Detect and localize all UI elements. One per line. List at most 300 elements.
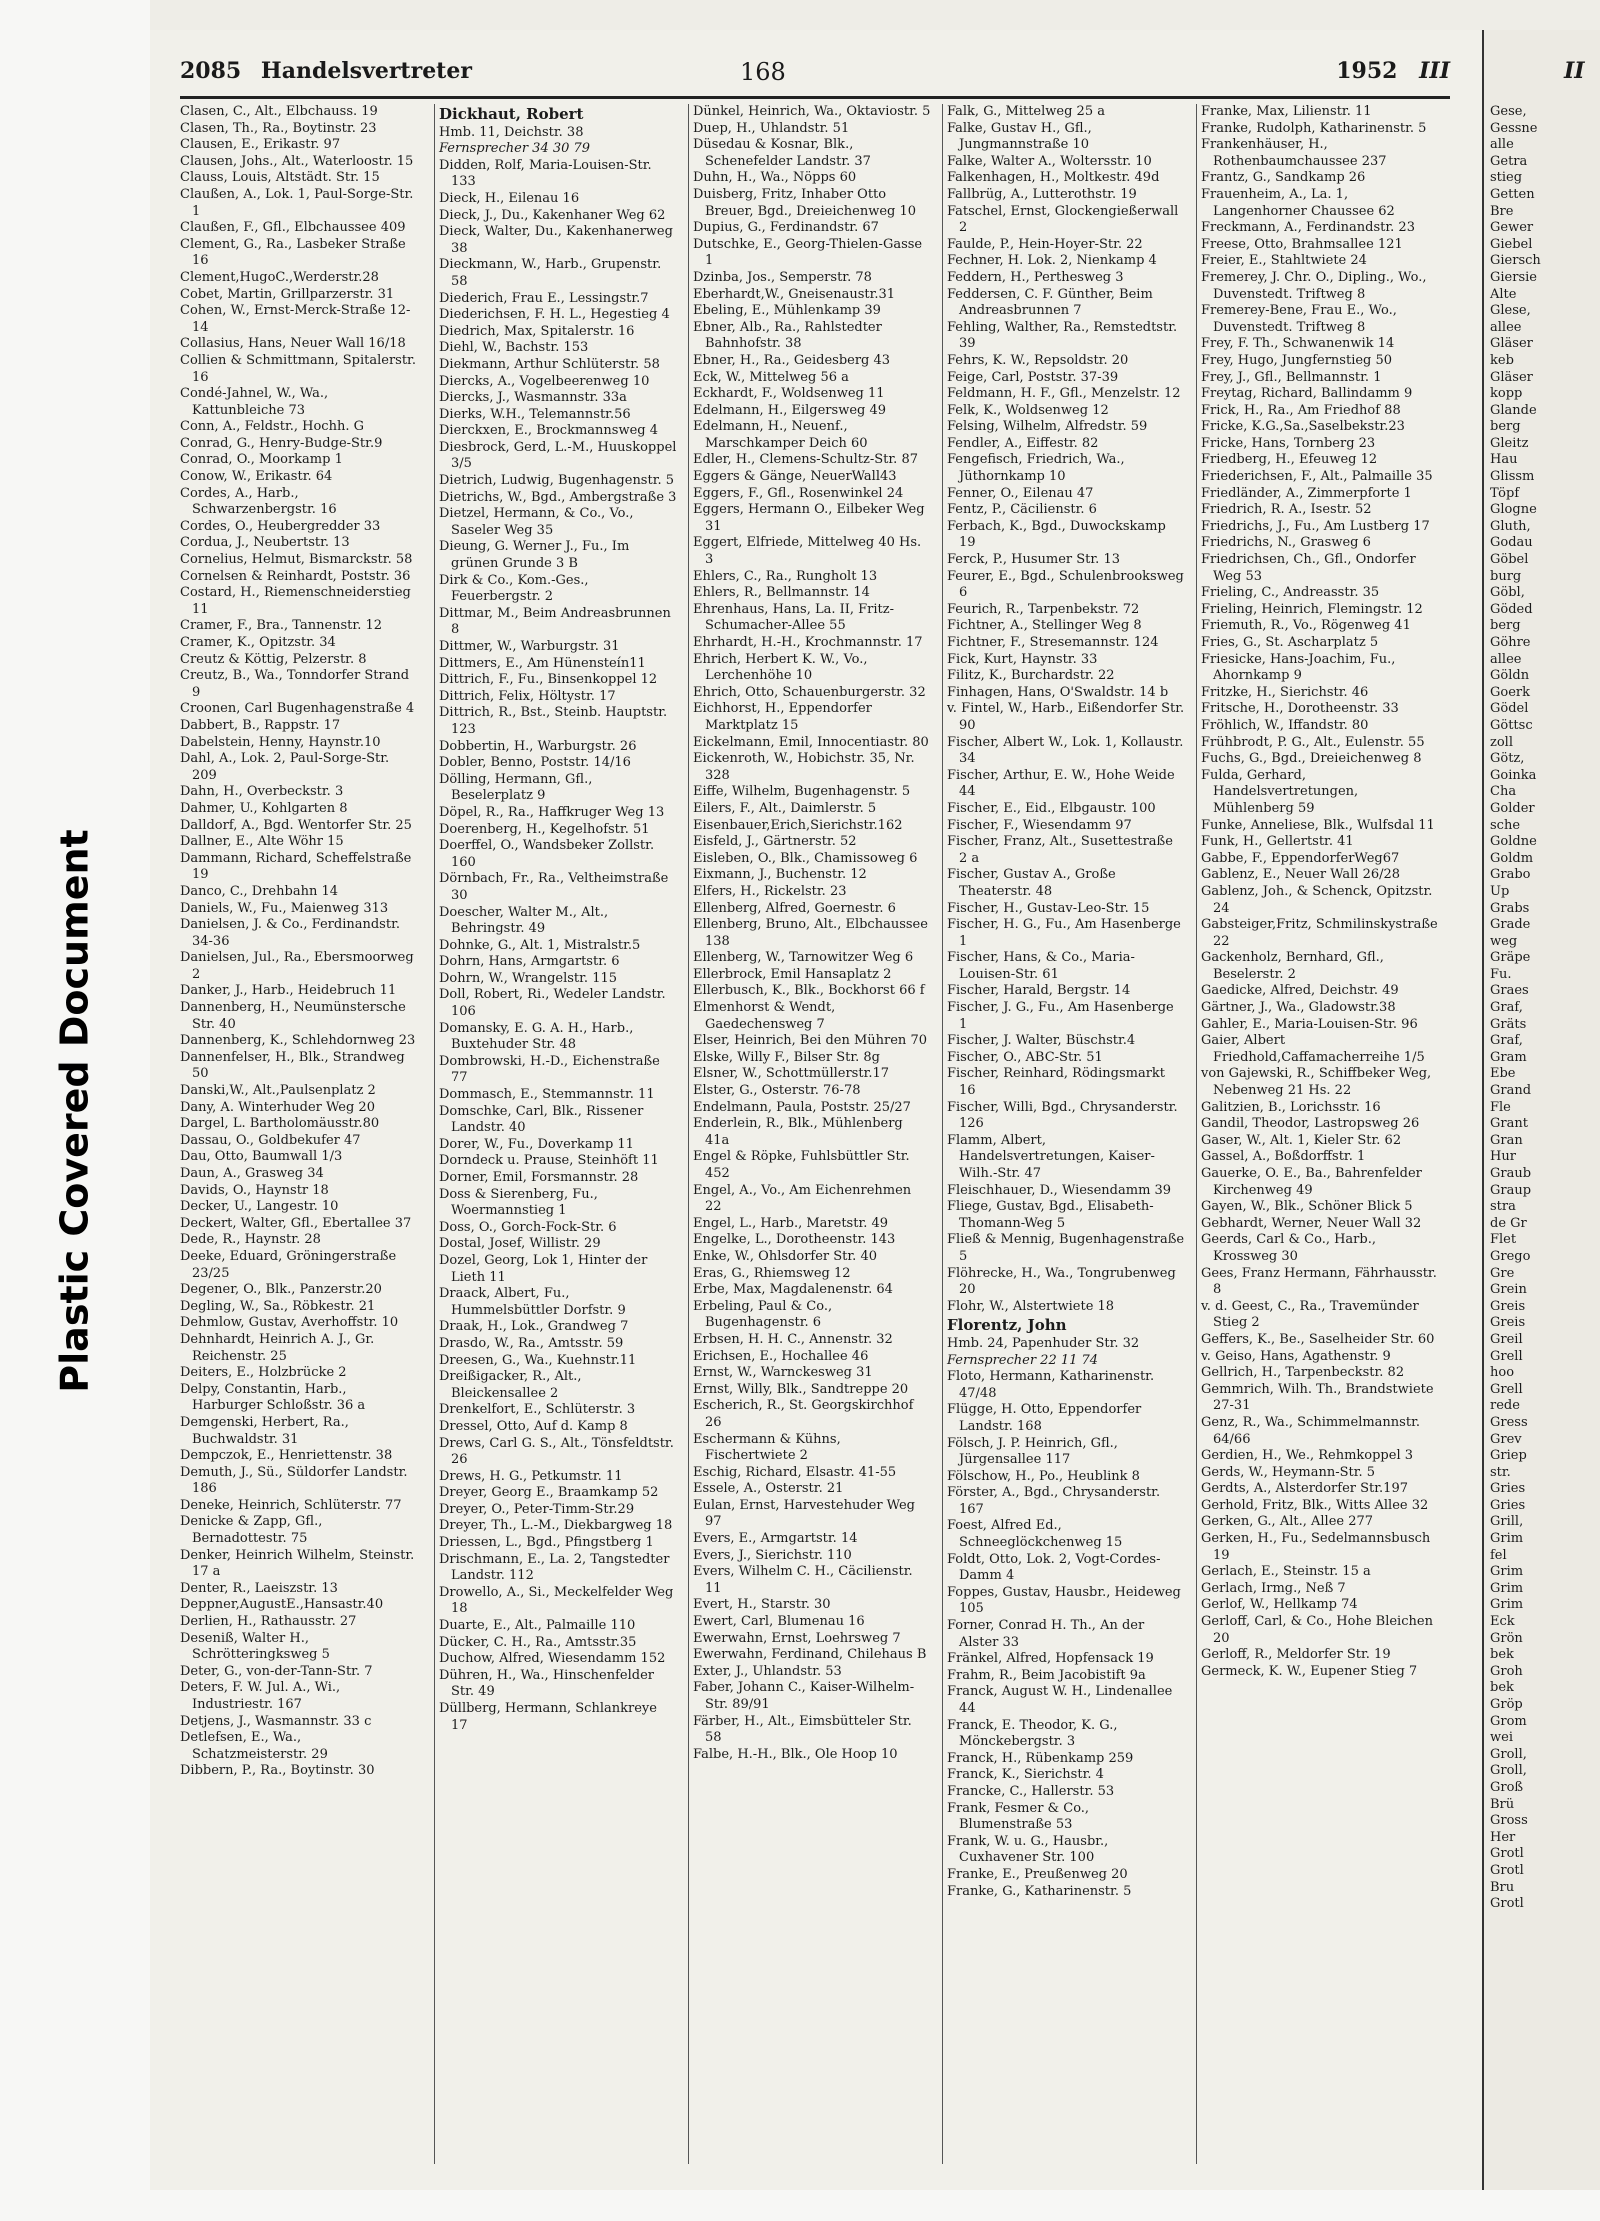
adjacent-fragment: Göbl, [1490,585,1525,601]
directory-entry: Diekmann, Arthur Schlüterstr. 58 [439,356,660,372]
directory-entry: Fick, Kurt, Haynstr. 33 [947,651,1098,667]
directory-entry: Deiters, E., Holzbrücke 2 [180,1365,347,1381]
page-header [180,48,1450,99]
header-right [1336,58,1450,84]
adjacent-fragment: Greis [1490,1298,1526,1314]
directory-entry: Danski,W., Alt.,Paulsenplatz 2 [180,1083,376,1099]
directory-entry: Clement, G., Ra., Lasbeker Straße 16 [180,236,406,269]
adjacent-fragment: berg [1490,618,1521,634]
directory-entry: Escherich, R., St. Georgskirchhof 26 [693,1398,914,1430]
directory-entry: Düllberg, Hermann, Schlankreye 17 [439,1701,657,1733]
directory-entry: Erbe, Max, Magdalenenstr. 64 [693,1282,893,1298]
directory-entry: Friedrich, R. A., Isestr. 52 [1201,502,1372,518]
directory-entry: Dietzel, Hermann, & Co., Vo., Saseler Weg 35 [439,506,634,538]
directory-entry: Deeke, Eduard, Gröningerstraße 23/25 [180,1248,397,1281]
directory-entry: Dittmer, W., Warburgstr. 31 [439,639,620,654]
directory-entry: Decker, U., Langestr. 10 [180,1199,339,1215]
adjacent-fragment: Hau [1490,452,1518,468]
directory-entry: Feldmann, H. F., Gfl., Menzelstr. 12 [947,386,1181,402]
directory-entry: Feurich, R., Tarpenbekstr. 72 [947,601,1140,617]
adjacent-fragment: Grim [1490,1564,1524,1580]
directory-entry: Gerhold, Fritz, Blk., Witts Allee 32 [1201,1497,1429,1513]
directory-entry: Fulda, Gerhard, Handelsvertretungen, Mühlenberg 59 [1201,767,1359,816]
directory-entry: Dittmers, E., Am Hünensteín11 [439,655,646,671]
adjacent-fragment: Groh [1490,1663,1523,1679]
directory-entry: Enke, W., Ohlsdorfer Str. 40 [693,1248,877,1264]
directory-entry: Daun, A., Grasweg 34 [180,1166,324,1181]
directory-entry: Dallner, E., Alte Wöhr 15 [180,834,344,850]
adjacent-fragment: Groß [1490,1779,1524,1795]
directory-entry: Cramer, K., Opitzstr. 34 [180,635,336,650]
directory-entry: Falke, Gustav H., Gfl., Jungmannstraße 10 [947,120,1092,153]
directory-entry: Cordua, J., Neubertstr. 13 [180,535,350,551]
directory-entry-phone: Fernsprecher 34 30 79 [439,141,591,157]
adjacent-fragment: hoo [1490,1365,1515,1381]
directory-entry: Fichtner, F., Stresemannstr. 124 [947,635,1159,650]
directory-entry: Dörnbach, Fr., Ra., Veltheimstraße 30 [439,871,669,903]
directory-entry: Floto, Hermann, Katharinenstr. 47/48 [947,1369,1155,1401]
directory-entry: Fendler, A., Eiffestr. 82 [947,435,1099,451]
directory-entry: Dieck, Walter, Du., Kakenhanerweg 38 [439,224,673,256]
directory-entry: v. d. Geest, C., Ra., Travemünder Stieg 2 [1201,1298,1419,1331]
directory-entry: Falke, Walter A., Woltersstr. 10 [947,153,1152,169]
directory-entry: Engel & Röpke, Fuhlsbüttler Str. 452 [693,1149,910,1181]
directory-entry: Erichsen, E., Hochallee 46 [693,1348,869,1364]
directory-entry: Faulde, P., Hein-Hoyer-Str. 22 [947,236,1143,252]
directory-entry: Dabelstein, Henny, Haynstr.10 [180,734,381,750]
adjacent-fragment: wei [1490,1730,1513,1746]
directory-entry: Duarte, E., Alt., Palmaille 110 [439,1618,636,1634]
adjacent-fragment: rede [1490,1398,1520,1414]
directory-entry: Faber, Johann C., Kaiser-Wilhelm-Str. 89/91 [693,1680,915,1712]
adjacent-fragment: Greil [1490,1331,1523,1347]
directory-entry: Dozel, Georg, Lok 1, Hinter der Lieth 11 [439,1252,648,1285]
directory-entry: Ernst, Willy, Blk., Sandtreppe 20 [693,1381,909,1397]
adjacent-fragment: Flet [1490,1232,1517,1248]
adjacent-fragment: Grim [1490,1597,1524,1613]
directory-entry: Dieck, H., Eilenau 16 [439,190,580,206]
directory-entry: Fries, G., St. Ascharplatz 5 [1201,635,1379,650]
directory-entry: Genz, R., Wa., Schimmelmannstr. 64/66 [1201,1414,1420,1447]
directory-entry: Davids, O., Haynstr 18 [180,1182,329,1198]
directory-page [150,30,1482,2190]
directory-entry: Denicke & Zapp, Gfl., Bernadottestr. 75 [180,1514,323,1547]
directory-entry: Delpy, Constantin, Harb., Harburger Schloßstr. 36 a [180,1381,366,1414]
header-year: 1952 [1336,58,1398,84]
directory-entry: Dannenberg, H., Neumünstersche Str. 40 [180,1000,406,1032]
adjacent-fragment: Grill, [1490,1514,1524,1530]
adjacent-fragment: Grön [1490,1630,1523,1646]
directory-entry: Dargel, L. Bartholomäusstr.80 [180,1116,380,1132]
directory-entry: Hmb. 24, Papenhuder Str. 32 [947,1335,1140,1351]
directory-entry: Daniels, W., Fu., Maienweg 313 [180,900,389,916]
directory-entry: Eixmann, J., Buchenstr. 12 [693,867,867,883]
adjacent-fragment: Göldn [1490,668,1530,684]
directory-entry: Geerds, Carl & Co., Harb., Krossweg 30 [1201,1232,1376,1264]
directory-entry: Deters, F. W. Jul. A., Wi., Industriestr. 167 [180,1680,341,1712]
directory-entry: Dühren, H., Wa., Hinschenfelder Str. 49 [439,1667,654,1700]
directory-entry: Dierks, W.H., Telemannstr.56 [439,406,631,422]
directory-entry: Edler, H., Clemens-Schultz-Str. 87 [693,452,918,468]
directory-entry: Elster, G., Osterstr. 76-78 [693,1083,861,1099]
directory-entry: Dabbert, B., Rappstr. 17 [180,717,341,733]
directory-entry: Eck, W., Mittelweg 56 a [693,369,849,385]
directory-entry: Franke, E., Preußenweg 20 [947,1866,1128,1882]
directory-entry: Danker, J., Harb., Heidebruch 11 [180,983,397,999]
directory-entry: Fuchs, G., Bgd., Dreieichenweg 8 [1201,751,1422,767]
directory-entry: Frühbrodt, P. G., Alt., Eulenstr. 55 [1201,734,1425,750]
adjacent-fragment: Giersch [1490,253,1541,269]
directory-entry: Felsing, Wilhelm, Alfredstr. 59 [947,419,1148,435]
directory-entry: Franck, August W. H., Lindenallee 44 [947,1684,1173,1716]
directory-entry: Filitz, K., Burchardstr. 22 [947,668,1115,684]
adjacent-fragment: Grant [1490,1116,1528,1132]
directory-entry: Claußen, F., Gfl., Elbchaussee 409 [180,220,406,236]
directory-entry: Diederichsen, F. H. L., Hegestieg 4 [439,307,670,323]
directory-entry: Fremerey-Bene, Frau E., Wo., Duvenstedt. Triftweg 8 [1201,303,1397,335]
directory-entry: Eberhardt,W., Gneisenaustr.31 [693,286,896,302]
directory-entry: Funk, H., Gellertstr. 41 [1201,834,1354,850]
directory-entry-heading: Dickhaut, Robert [439,105,584,123]
directory-entry: Evers, E., Armgartstr. 14 [693,1531,858,1547]
directory-entry: Drenkelfort, E., Schlüterstr. 3 [439,1402,636,1418]
directory-entry: Eulan, Ernst, Harvestehuder Weg 97 [693,1497,915,1530]
directory-entry: Dibbern, P., Ra., Boytinstr. 30 [180,1763,375,1779]
adjacent-fragment: Getra [1490,153,1528,169]
adjacent-fragment: bek [1490,1647,1514,1663]
directory-entry: Fatschel, Ernst, Glockengießerwall 2 [947,203,1179,236]
directory-entry: Fischer, Arthur, E. W., Hohe Weide 44 [947,767,1175,800]
directory-entry: Condé-Jahnel, W., Wa., Kattunbleiche 73 [180,386,329,418]
directory-entry: v. Fintel, W., Harb., Eißendorfer Str. 90 [947,701,1185,733]
directory-entry: Eckhardt, F., Woldsenweg 11 [693,386,885,402]
directory-entry: Dorndeck u. Prause, Steinhöft 11 [439,1153,659,1169]
directory-entry: Fehling, Walther, Ra., Remstedtstr. 39 [947,319,1178,352]
adjacent-fragment: alle [1490,137,1514,153]
adjacent-fragment: Grabo [1490,867,1531,883]
directory-entry: Domansky, E. G. A. H., Harb., Buxtehuder Str. 48 [439,1020,634,1053]
directory-entry: Dierckxen, E., Brockmannsweg 4 [439,423,658,439]
directory-entry: Deter, G., von-der-Tann-Str. 7 [180,1663,373,1679]
adjacent-fragment: Gräpe [1490,950,1531,966]
directory-entry: Friedrichs, J., Fu., Am Lustberg 17 [1201,518,1430,534]
directory-entry: Derlien, H., Rathausstr. 27 [180,1614,357,1630]
directory-entry: Dannenfelser, H., Blk., Strandweg 50 [180,1049,405,1082]
directory-entry: Fehrs, K. W., Repsoldstr. 20 [947,352,1129,368]
adjacent-fragment: Gräts [1490,1016,1527,1032]
header-center-number: 168 [740,58,786,86]
directory-entry: Conow, W., Erikastr. 64 [180,469,333,485]
directory-entry: Freckmann, A., Ferdinandstr. 23 [1201,220,1415,236]
directory-entry: von Gajewski, R., Schiffbeker Weg, Nebenweg 21 Hs. 22 [1201,1066,1432,1099]
directory-entry: Ellenberg, Bruno, Alt., Elbchaussee 138 [693,917,928,949]
directory-entry: Fallbrüg, A., Lutterothstr. 19 [947,186,1137,202]
directory-entry: Collasius, Hans, Neuer Wall 16/18 [180,336,406,352]
directory-entry: Eschermann & Kühns, Fischertwiete 2 [693,1431,841,1464]
adjacent-fragment: Glese, [1490,303,1531,319]
adjacent-fragment: Göbel [1490,552,1529,568]
directory-entry-phone: Fernsprecher 22 11 74 [947,1352,1099,1368]
directory-entry: Fichtner, A., Stellinger Weg 8 [947,618,1142,634]
directory-entry: Falbe, H.-H., Blk., Ole Hoop 10 [693,1746,898,1762]
directory-entry: Cohen, W., Ernst-Merck-Straße 12-14 [180,303,411,335]
adjacent-fragment: Grade [1490,917,1531,933]
directory-entry: Clausen, E., Erikastr. 97 [180,137,341,153]
directory-entry: Danielsen, Jul., Ra., Ebersmoorweg 2 [180,950,414,982]
directory-entry: Gerken, H., Fu., Sedelmannsbusch 19 [1201,1531,1431,1563]
adjacent-fragment: Goldm [1490,850,1534,866]
directory-entry: Flohr, W., Alstertwiete 18 [947,1298,1115,1314]
adjacent-fragment: Göttsc [1490,717,1533,733]
adjacent-fragment: Gre [1490,1265,1515,1281]
directory-entry: Gackenholz, Bernhard, Gfl., Beselerstr. 2 [1201,950,1384,982]
directory-entry: Funke, Anneliese, Blk., Wulfsdal 11 [1201,817,1435,833]
adjacent-fragment: Up [1490,883,1510,899]
directory-entry: Düsedau & Kosnar, Blk., Schenefelder Landstr. 37 [693,137,871,169]
directory-entry: Dahmer, U., Kohlgarten 8 [180,800,348,816]
adjacent-fragment: Greis [1490,1315,1526,1331]
directory-entry: Ebner, Alb., Ra., Rahlstedter Bahnhofstr. 38 [693,319,882,352]
directory-entry: Engel, L., Harb., Maretstr. 49 [693,1215,889,1231]
directory-entry: Eiffe, Wilhelm, Bugenhagenstr. 5 [693,784,911,800]
adjacent-fragment: Graub [1490,1166,1532,1181]
directory-entry: Dreesen, G., Wa., Kuehnstr.11 [439,1352,637,1368]
adjacent-fragment: fel [1490,1547,1507,1563]
directory-entry: Dahl, A., Lok. 2, Paul-Sorge-Str. 209 [180,751,390,783]
directory-entry: Fenner, O., Eilenau 47 [947,485,1094,501]
adjacent-fragment: Grim [1490,1531,1524,1547]
adjacent-fragment: Fle [1490,1099,1511,1115]
directory-entry: Drowello, A., Si., Meckelfelder Weg 18 [439,1584,674,1617]
adjacent-fragment: Götz, [1490,751,1525,767]
directory-entry: Fischer, O., ABC-Str. 51 [947,1049,1103,1065]
directory-entry: Denker, Heinrich Wilhelm, Steinstr. 17 a [180,1547,415,1580]
adjacent-fragment: Grom [1490,1713,1527,1729]
directory-entry: Dittrich, F., Fu., Binsenkoppel 12 [439,672,658,688]
directory-entry: Ellenberg, W., Tarnowitzer Weg 6 [693,950,914,966]
directory-entry: Dohnke, G., Alt. 1, Mistralstr.5 [439,937,641,953]
adjacent-fragment: Bru [1490,1879,1515,1895]
directory-entry: Friedrichs, N., Grasweg 6 [1201,535,1371,551]
directory-entry: Gerloff, Carl, & Co., Hohe Bleichen 20 [1201,1614,1433,1646]
directory-entry: Forner, Conrad H. Th., An der Alster 33 [947,1618,1145,1650]
directory-entry: Dany, A. Winterhuder Weg 20 [180,1099,375,1115]
directory-entry: Diesbrock, Gerd, L.-M., Huuskoppel 3/5 [439,439,677,472]
directory-entry: Elfers, H., Rickelstr. 23 [693,883,847,899]
adjacent-fragment: weg [1490,933,1518,949]
adjacent-fragment: keb [1490,352,1514,368]
column-5 [1196,104,1439,2164]
directory-entry: Ebeling, E., Mühlenkamp 39 [693,303,881,319]
directory-entry: Domschke, Carl, Blk., Rissener Landstr. 40 [439,1103,644,1136]
directory-entry: Collien & Schmittmann, Spitalerstr. 16 [180,352,416,385]
directory-entry: Dehmlow, Gustav, Averhoffstr. 10 [180,1315,399,1331]
directory-entry: Gaser, W., Alt. 1, Kieler Str. 62 [1201,1132,1402,1148]
directory-entry: Cordes, A., Harb., Schwarzenbergstr. 16 [180,485,337,518]
directory-entry: Diehl, W., Bachstr. 153 [439,340,589,356]
directory-entry: Endelmann, Paula, Poststr. 25/27 [693,1099,911,1115]
directory-entry: Demgenski, Herbert, Ra., Buchwaldstr. 31 [180,1414,349,1447]
directory-entry: Duchow, Alfred, Wiesendamm 152 [439,1651,666,1667]
directory-entry: Frantz, G., Sandkamp 26 [1201,170,1366,186]
adjacent-fragment: Grim [1490,1580,1524,1596]
directory-entry: Frieling, C., Andreasstr. 35 [1201,585,1380,601]
directory-entry: Clauss, Louis, Altstädt. Str. 15 [180,170,380,186]
adjacent-fragment: Groll, [1490,1746,1527,1762]
directory-entry: Dalldorf, A., Bgd. Wentorfer Str. 25 [180,817,412,833]
directory-entry: Gabsteiger,Fritz, Schmilinskystraße 22 [1201,917,1438,949]
adjacent-fragment: Göded [1490,601,1533,617]
directory-entry: Clasen, C., Alt., Elbchauss. 19 [180,104,378,119]
directory-entry: Eggert, Elfriede, Mittelweg 40 Hs. 3 [693,535,922,568]
directory-entry: Fölsch, J. P. Heinrich, Gfl., Jürgensallee 117 [947,1435,1118,1468]
directory-entry: Gerken, G., Alt., Allee 277 [1201,1514,1374,1530]
directory-entry: Dressel, Otto, Auf d. Kamp 8 [439,1418,628,1434]
adjacent-fragment: Gross [1490,1813,1528,1829]
directory-entry: Feddern, H., Perthesweg 3 [947,269,1124,285]
directory-entry: Elmenhorst & Wendt, Gaedechensweg 7 [693,1000,836,1032]
adjacent-fragment: Eck [1490,1614,1515,1630]
directory-entry: Dupius, G., Ferdinandstr. 67 [693,220,879,236]
directory-entry: Geffers, K., Be., Saselheider Str. 60 [1201,1331,1435,1347]
directory-entry: Dreyer, Georg E., Braamkamp 52 [439,1485,659,1501]
adjacent-fragment: Ebe [1490,1066,1516,1082]
directory-entry: Frank, W. u. G., Hausbr., Cuxhavener Str. 100 [947,1833,1109,1866]
adjacent-fragment: Gran [1490,1132,1523,1148]
directory-entry: Deppner,AugustE.,Hansastr.40 [180,1597,384,1613]
directory-entry: Doss & Sierenberg, Fu., Woermannstieg 1 [439,1186,598,1219]
directory-entry: Evers, Wilhelm C. H., Cäcilienstr. 11 [693,1564,913,1596]
directory-entry: Dahn, H., Overbeckstr. 3 [180,784,344,800]
directory-entry: Ehlers, C., Ra., Rungholt 13 [693,568,878,584]
directory-entry: Edelmann, H., Eilgersweg 49 [693,402,887,418]
directory-entry: Gandil, Theodor, Lastropsweg 26 [1201,1116,1420,1132]
directory-entry: Fleischhauer, D., Wiesendamm 39 [947,1182,1172,1198]
directory-entry: Ewert, Carl, Blumenau 16 [693,1614,865,1630]
directory-entry: Eggers, Hermann O., Eilbeker Weg 31 [693,502,925,534]
adjacent-fragment: stra [1490,1199,1516,1215]
adjacent-fragment: Goldne [1490,834,1537,850]
directory-entry: Dittrich, Felix, Höltystr. 17 [439,688,616,704]
directory-entry: Danielsen, J. & Co., Ferdinandstr. 34-36 [180,917,400,949]
directory-entry: Freese, Otto, Brahmsallee 121 [1201,236,1403,252]
directory-entry: Dostal, Josef, Willistr. 29 [439,1236,601,1252]
directory-entry: Deckert, Walter, Gfl., Ebertallee 37 [180,1215,412,1231]
directory-entry: Clausen, Johs., Alt., Waterloostr. 15 [180,153,414,169]
adjacent-fragment: Gessne [1490,120,1538,136]
directory-entry: Drischmann, E., La. 2, Tangstedter Landstr. 112 [439,1551,670,1584]
adjacent-fragment: Glogne [1490,502,1537,518]
directory-entry: Frick, H., Ra., Am Friedhof 88 [1201,402,1401,418]
directory-entry: Duisberg, Fritz, Inhaber Otto Breuer, Bgd., Dreieichenweg 10 [693,186,917,219]
directory-entry: Deneke, Heinrich, Schlüterstr. 77 [180,1497,402,1513]
adjacent-fragment: Göhre [1490,635,1531,650]
adjacent-fragment: berg [1490,419,1521,435]
directory-entry: Eschig, Richard, Elsastr. 41-55 [693,1464,897,1480]
directory-entry: Ebner, H., Ra., Geidesberg 43 [693,352,891,368]
directory-entry: v. Geiso, Hans, Agathenstr. 9 [1201,1348,1391,1364]
directory-entry: Fischer, Reinhard, Rödingsmarkt 16 [947,1066,1166,1099]
directory-entry: Dohrn, W., Wrangelstr. 115 [439,970,618,986]
directory-entry: Evert, H., Starstr. 30 [693,1597,831,1613]
adjacent-fragment: Bre [1490,203,1514,219]
adjacent-fragment: Groll, [1490,1763,1527,1779]
adjacent-fragment: Töpf [1490,485,1520,501]
directory-entry: Dorer, W., Fu., Doverkamp 11 [439,1136,634,1152]
column-1 [180,104,418,2164]
directory-entry: Foppes, Gustav, Hausbr., Heideweg 105 [947,1584,1181,1617]
directory-entry: Feddersen, C. F. Günther, Beim Andreasbrunnen 7 [947,286,1153,319]
directory-entry: Gerdts, A., Alsterdorfer Str.197 [1201,1481,1408,1497]
directory-entry: Franck, E. Theodor, K. G., Mönckebergstr. 3 [947,1717,1118,1750]
directory-entry: Ewerwahn, Ernst, Loehrsweg 7 [693,1630,901,1646]
adjacent-fragment: Gleitz [1490,435,1529,451]
directory-entry: Eisfeld, J., Gärtnerstr. 52 [693,834,857,850]
adjacent-fragment: Gläser [1490,336,1533,352]
directory-entry: Doerenberg, H., Kegelhofstr. 51 [439,821,650,837]
directory-entry: Diercks, A., Vogelbeerenweg 10 [439,373,650,389]
directory-entry: Dehnhardt, Heinrich A. J., Gr. Reichenstr. 25 [180,1331,375,1364]
directory-entry: Didden, Rolf, Maria-Louisen-Str. 133 [439,157,652,190]
directory-entry: Franke, G., Katharinenstr. 5 [947,1883,1132,1899]
directory-entry: Evers, J., Sierichstr. 110 [693,1547,852,1563]
directory-entry: Fischer, F., Wiesendamm 97 [947,817,1132,833]
directory-entry: Eickenroth, W., Hobichstr. 35, Nr. 328 [693,751,915,783]
directory-entry: Cordes, O., Heubergredder 33 [180,518,381,534]
directory-entry: Frey, J., Gfl., Bellmannstr. 1 [1201,369,1382,385]
directory-entry: Eichhorst, H., Eppendorfer Marktplatz 15 [693,701,872,733]
directory-entry: Dreißigacker, R., Alt., Bleickensallee 2 [439,1369,582,1401]
directory-entry: Feurer, E., Bgd., Schulenbrooksweg 6 [947,568,1184,601]
directory-entry: Fischer, Harald, Bergstr. 14 [947,983,1131,999]
directory-entry: Cramer, F., Bra., Tannenstr. 12 [180,618,383,634]
directory-entry: Falk, G., Mittelweg 25 a [947,104,1105,119]
adjacent-fragment: Graf, [1490,1000,1523,1016]
directory-entry: Elsner, W., Schottmüllerstr.17 [693,1066,890,1082]
adjacent-fragment: zoll [1490,734,1513,750]
directory-entry: Doerffel, O., Wandsbeker Zollstr. 160 [439,838,655,870]
directory-entry: Ewerwahn, Ferdinand, Chilehaus B [693,1647,927,1663]
adjacent-fragment: Gress [1490,1414,1528,1430]
directory-entry: Döpel, R., Ra., Haffkruger Weg 13 [439,804,665,820]
directory-entry: Dreyer, O., Peter-Timm-Str.29 [439,1501,635,1517]
directory-entry: Dempczok, E., Henriettenstr. 38 [180,1448,393,1464]
directory-entry: Frieling, Heinrich, Flemingstr. 12 [1201,601,1423,617]
directory-entry: Engel, A., Vo., Am Eichenrehmen 22 [693,1182,912,1215]
directory-entry: Gebhardt, Werner, Neuer Wall 32 [1201,1215,1422,1231]
directory-entry: Fischer, H. G., Fu., Am Hasenberge 1 [947,917,1181,949]
adjacent-fragment: Glissm [1490,469,1535,485]
directory-entry: Gärtner, J., Wa., Gladowstr.38 [1201,1000,1396,1016]
adjacent-fragment: Grand [1490,1083,1532,1099]
directory-entry: Draak, H., Lok., Grandweg 7 [439,1319,629,1335]
directory-entry: Dieung, G. Werner J., Fu., Im grünen Grunde 3 B [439,539,630,572]
directory-entry: Eisenbauer,Erich,Sierichstr.162 [693,817,903,833]
directory-entry: Freier, E., Stahltwiete 24 [1201,253,1367,269]
directory-entry: Dutschke, E., Georg-Thielen-Gasse 1 [693,236,923,269]
directory-entry: Fischer, H., Gustav-Leo-Str. 15 [947,900,1150,916]
directory-entry: Cornelsen & Reinhardt, Poststr. 36 [180,568,411,584]
directory-entry: Conn, A., Feldstr., Hochh. G [180,419,364,435]
directory-entry: Frahm, R., Beim Jacobistift 9a [947,1667,1146,1683]
directory-entry: Flügge, H. Otto, Eppendorfer Landstr. 168 [947,1402,1142,1434]
directory-entry: Gerloff, R., Meldorfer Str. 19 [1201,1647,1391,1663]
directory-entry: Croonen, Carl Bugenhagenstraße 4 [180,701,415,717]
directory-entry: Dommasch, E., Stemmannstr. 11 [439,1087,655,1103]
adjacent-page-header: II [1564,58,1585,84]
directory-entry: Elske, Willy F., Bilser Str. 8g [693,1049,880,1065]
directory-entry: Gemmrich, Wilh. Th., Brandstwiete 27-31 [1201,1381,1434,1414]
